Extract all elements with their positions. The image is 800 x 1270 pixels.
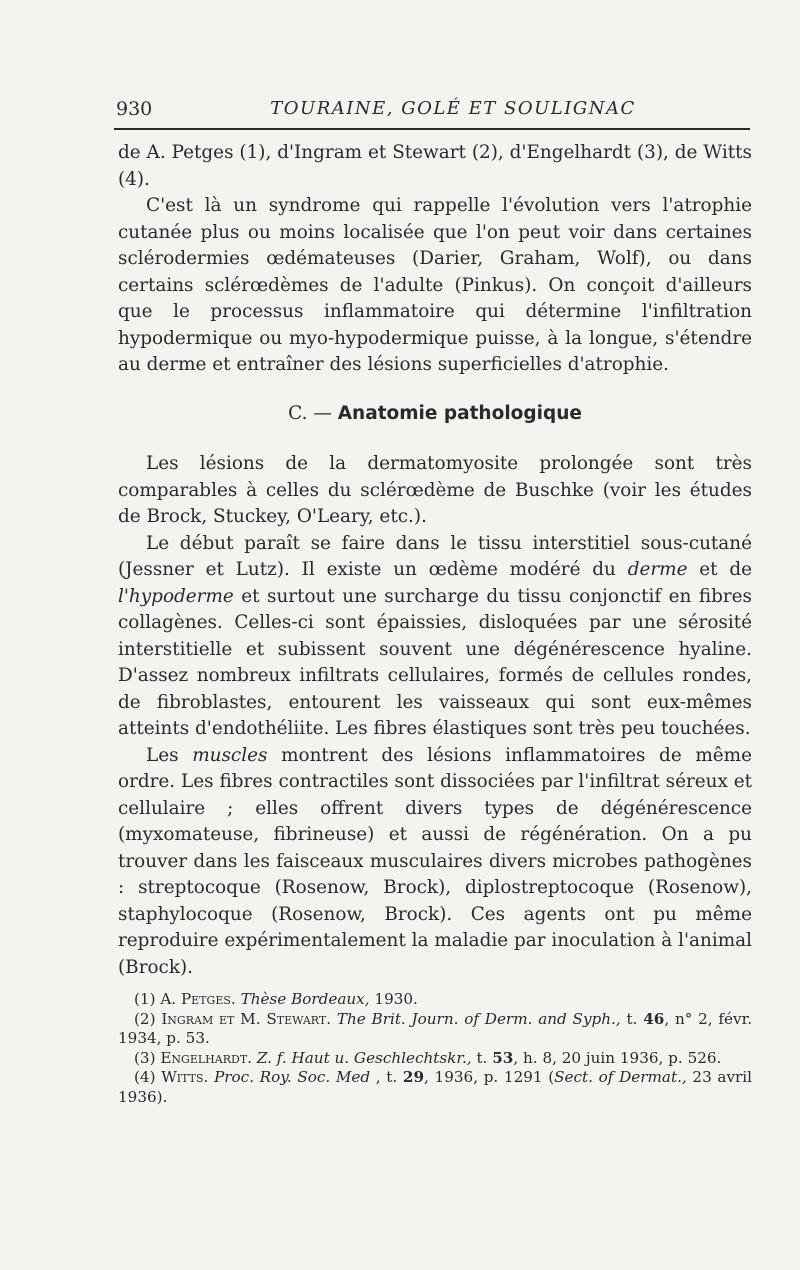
footnote-rest: t. bbox=[471, 1048, 493, 1067]
paragraph-muscles-text-a: Les bbox=[146, 744, 179, 766]
footnote-number: (1) bbox=[134, 990, 156, 1008]
footnote-4 bbox=[118, 1068, 752, 1107]
footnote-rest: , 1936, p. 1291 ( bbox=[424, 1068, 555, 1086]
emphasis-hypoderme: l'hypoderme bbox=[118, 585, 234, 607]
paragraph-debut bbox=[118, 531, 752, 743]
emphasis-muscles: muscles bbox=[192, 744, 268, 766]
footnote-volume: 46 bbox=[643, 1009, 665, 1028]
paragraph-atrophy: C'est là un syndrome qui rappelle l'évolution vers l'atrophie cutanée plus ou moins localisée que l'on peut voir dans certaines sclérodermies œdémateuses (Darier, Graham, Wolf), ou dans certains sclérœdèmes de l'adulte (Pinkus). On conçoit d'ailleurs que le processus inflammatoire qui détermine l'infiltration hypodermique ou myo-hypodermique puisse, à la longue, s'étendre au derme et entraîner des lésions superficielles d'atrophie. bbox=[118, 195, 752, 375]
footnote-2 bbox=[118, 1010, 752, 1049]
footnote-author: Ingram et M. Stewart. bbox=[161, 1009, 332, 1028]
footnote-number: (2) bbox=[134, 1009, 156, 1028]
footnote-author: Engelhardt. bbox=[160, 1048, 252, 1067]
footnote-volume: 29 bbox=[402, 1068, 425, 1086]
footnote-author: A. Petges. bbox=[160, 990, 236, 1008]
paragraph-continuation: de A. Petges (1), d'Ingram et Stewart (2), d'Engelhardt (3), de Witts (4). bbox=[118, 142, 752, 190]
running-head: TOURAINE, GOLÉ ET SOULIGNAC bbox=[270, 98, 636, 119]
page-number: 930 bbox=[116, 98, 153, 120]
section-title: Anatomie pathologique bbox=[337, 402, 582, 424]
paragraph-muscles-text-b: montrent des lésions inflammatoires de même ordre. Les fibres contractiles sont dissociées par l'infiltrat séreux et cellulaire ; elles offrent divers types de dégénérescence (myxomateuse, fibrineuse) et aussi de régénération. On a pu trouver dans les faisceaux musculaires divers microbes pathogènes : streptocoque (Rosenow, Brock), diplostreptocoque (Rosenow), staphylocoque (Rosenow, Brock). Ces agents ont pu même reproduire expérimentalement la maladie par inoculation à l'animal (Brock). bbox=[118, 744, 752, 978]
footnote-work: The Brit. Journ. of Derm. and Syph., bbox=[336, 1009, 621, 1028]
footnote-rest: , t. bbox=[370, 1068, 403, 1086]
footnote-work: Proc. Roy. Soc. Med bbox=[214, 1068, 371, 1086]
paragraph-lesions: Les lésions de la dermatomyosite prolongée sont très comparables à celles du sclérœdème de Buschke (voir les études de Brock, Stuckey, O'Leary, etc.). bbox=[118, 453, 752, 527]
footnote-number: (4) bbox=[134, 1068, 156, 1086]
paragraph-debut-text-b: et de bbox=[699, 559, 752, 580]
section-heading bbox=[118, 401, 752, 428]
footnote-number: (3) bbox=[134, 1048, 156, 1067]
footnote-volume: 53 bbox=[492, 1048, 514, 1067]
body-text bbox=[118, 140, 752, 981]
footnote-3 bbox=[118, 1049, 752, 1069]
footnote-work: Thèse Bordeaux, bbox=[240, 990, 370, 1008]
footnote-work: Sect. of Dermat., bbox=[554, 1068, 687, 1086]
header-rule bbox=[114, 128, 750, 130]
footnote-rest: , h. 8, 20 juin 1936, p. 526. bbox=[513, 1048, 722, 1067]
footnote-rest: t. bbox=[620, 1009, 644, 1028]
page-header bbox=[116, 92, 750, 132]
footnote-rest: , n° 2, févr. 1934, p. 53. bbox=[118, 1009, 753, 1047]
footnote-1 bbox=[118, 990, 752, 1010]
section-letter: C. — bbox=[288, 402, 332, 424]
footnote-rest: 1930. bbox=[369, 990, 418, 1008]
paragraph-debut-text-a: Le début paraît se faire dans le tissu interstitiel sous-cutané (Jessner et Lutz). Il existe un œdème modéré du bbox=[118, 532, 752, 580]
paragraph-muscles bbox=[118, 743, 752, 982]
footnote-rest: 23 avril 1936). bbox=[118, 1068, 753, 1106]
footnotes bbox=[118, 990, 752, 1107]
footnote-author: Witts. bbox=[161, 1068, 209, 1086]
paragraph-debut-text-c: et surtout une surcharge du tissu conjonctif en fibres collagènes. Celles-ci sont épaissies, disloquées par une sérosité interstitielle et subissent souvent une dégénérescence hyaline. D'assez nombreux infiltrats cellulaires, formés de cellules rondes, de fibroblastes, entourent les vaisseaux qui sont eux-mêmes atteints d'endothéliite. Les fibres élastiques sont très peu touchées. bbox=[118, 585, 752, 739]
emphasis-derme: derme bbox=[627, 559, 688, 580]
footnote-work: Z. f. Haut u. Geschlechtskr., bbox=[256, 1048, 472, 1067]
